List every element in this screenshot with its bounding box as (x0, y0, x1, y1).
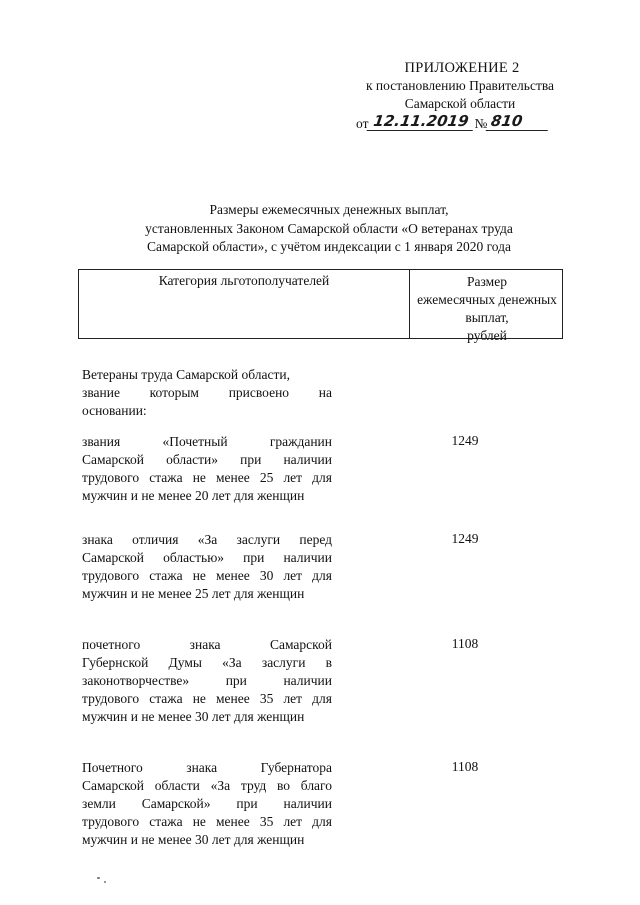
annex-date-number-line (356, 114, 556, 133)
annex-number-label: № (474, 116, 488, 131)
category-line: Самарской области» при наличии (82, 452, 332, 467)
intro-line: основании: (82, 403, 147, 418)
category-line: земли Самарской» при наличии (82, 796, 332, 811)
table-row-value: 1108 (451, 759, 479, 774)
category-line: мужчин и не менее 30 лет для женщин (82, 709, 305, 724)
table-row-value: 1249 (451, 531, 479, 546)
table-row-category (82, 759, 332, 849)
table-row-category (82, 433, 332, 505)
category-line: трудового стажа не менее 35 лет для (82, 814, 332, 829)
category-line: трудового стажа не менее 30 лет для (82, 568, 332, 583)
column-header-size (410, 273, 564, 345)
intro-line: звание которым присвоено на (82, 385, 332, 400)
intro-line: Ветераны труда Самарской области, (82, 367, 290, 382)
annex-from-label: от (356, 116, 369, 131)
category-line: трудового стажа не менее 35 лет для (82, 691, 332, 706)
category-line: мужчин и не менее 30 лет для женщин (82, 832, 305, 847)
column-header-size-line: рублей (467, 328, 507, 343)
category-line: Самарской области «За труд во благо (82, 778, 332, 793)
category-line: законотворчестве» при наличии (82, 673, 332, 688)
category-line: Самарской областью» при наличии (82, 550, 332, 565)
annex-title: ПРИЛОЖЕНИЕ 2 (404, 60, 520, 76)
category-line: Губернской Думы «За заслуги в (82, 655, 332, 670)
column-header-size-line: Размер (467, 274, 507, 289)
annex-resolution-line: к постановлению Правительства (365, 78, 555, 93)
column-header-category: Категория льготополучателей (158, 273, 330, 288)
document-title-line: установленных Законом Самарской области «О ветеранах труда (145, 220, 513, 236)
document-title-line: Размеры ежемесячных денежных выплат, (209, 202, 449, 217)
table-row-value: 1108 (451, 636, 479, 651)
annex-region-line: Самарской области (404, 96, 516, 111)
category-line: звания «Почетный гражданин (82, 434, 332, 449)
table-row-category (82, 636, 332, 726)
category-line: трудового стажа не менее 25 лет для (82, 470, 332, 485)
table-row-category (82, 531, 332, 603)
scan-speck (97, 877, 100, 879)
category-line: почетного знака Самарской (82, 637, 332, 652)
category-line: мужчин и не менее 25 лет для женщин (82, 586, 305, 601)
column-header-size-line: ежемесячных денежных выплат, (417, 292, 557, 325)
category-line: Почетного знака Губернатора (82, 760, 332, 775)
category-line: знака отличия «За заслуги перед (82, 532, 332, 547)
document-title-line: Самарской области», с учётом индексации с 1 января 2020 года (146, 239, 512, 254)
table-row-value: 1249 (451, 433, 479, 448)
table-header (78, 269, 563, 343)
annex-date-handwritten: 12.11.2019 (367, 112, 476, 131)
annex-number-handwritten: 810 (486, 112, 551, 131)
scan-speck (104, 881, 106, 883)
document-title (80, 201, 578, 257)
category-line: мужчин и не менее 20 лет для женщин (82, 488, 305, 503)
intro-text (82, 366, 332, 420)
